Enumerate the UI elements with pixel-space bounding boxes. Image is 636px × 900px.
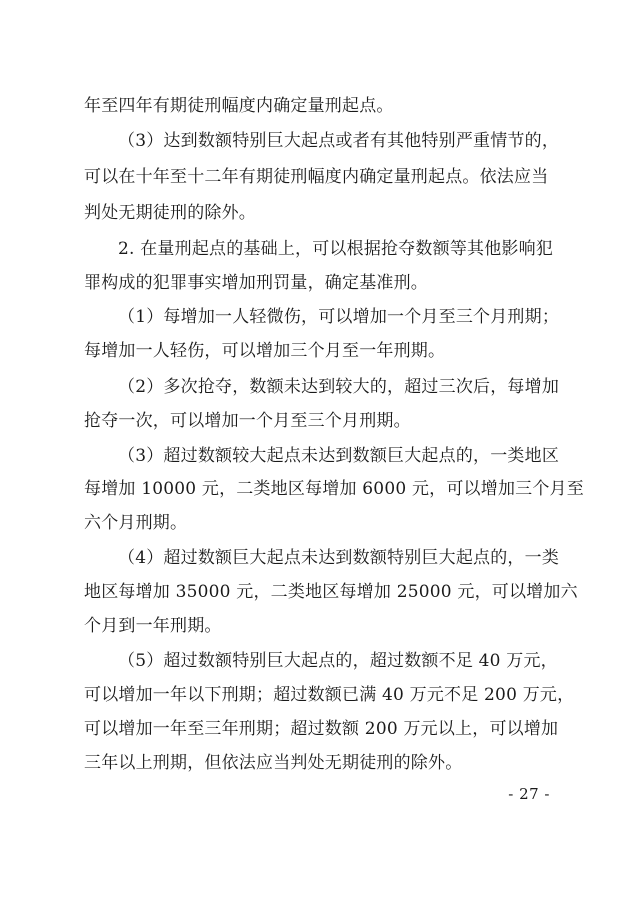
text-line: 罪构成的犯罪事实增加刑罚量，确定基准刑。 bbox=[84, 273, 428, 293]
text-line: （3）超过数额较大起点未达到数额巨大起点的，一类地区 bbox=[118, 446, 560, 466]
text-line: （5）超过数额特别巨大起点的，超过数额不足 40 万元， bbox=[118, 651, 558, 671]
text-line: 可以增加一年以下刑期；超过数额已满 40 万元不足 200 万元， bbox=[84, 685, 575, 705]
text-line: 地区每增加 35000 元，二类地区每增加 25000 元，可以增加六 bbox=[84, 582, 578, 602]
text-line: 每增加 10000 元，二类地区每增加 6000 元，可以增加三个月至 bbox=[84, 479, 584, 499]
text-line: 2. 在量刑起点的基础上，可以根据抢夺数额等其他影响犯 bbox=[118, 239, 554, 259]
page-number: - 27 - bbox=[508, 785, 550, 803]
text-line: 可以在十年至十二年有期徒刑幅度内确定量刑起点。依法应当 bbox=[84, 167, 549, 187]
text-line: （3）达到数额特别巨大起点或者有其他特别严重情节的， bbox=[118, 131, 560, 151]
text-line: 可以增加一年至三年刑期；超过数额 200 万元以上，可以增加 bbox=[84, 719, 559, 739]
text-line: （2）多次抢夺，数额未达到较大的，超过三次后，每增加 bbox=[118, 377, 560, 397]
text-line: 个月到一年刑期。 bbox=[84, 616, 222, 636]
text-line: （4）超过数额巨大起点未达到数额特别巨大起点的，一类 bbox=[118, 548, 560, 568]
text-line: 抢夺一次，可以增加一个月至三个月刑期。 bbox=[84, 411, 411, 431]
text-line: （1）每增加一人轻微伤，可以增加一个月至三个月刑期； bbox=[118, 307, 560, 327]
text-line: 年至四年有期徒刑幅度内确定量刑起点。 bbox=[84, 96, 394, 116]
text-line: 六个月刑期。 bbox=[84, 513, 188, 533]
text-line: 判处无期徒刑的除外。 bbox=[84, 203, 256, 223]
text-line: 三年以上刑期，但依法应当判处无期徒刑的除外。 bbox=[84, 753, 463, 773]
text-line: 每增加一人轻伤，可以增加三个月至一年刑期。 bbox=[84, 341, 446, 361]
